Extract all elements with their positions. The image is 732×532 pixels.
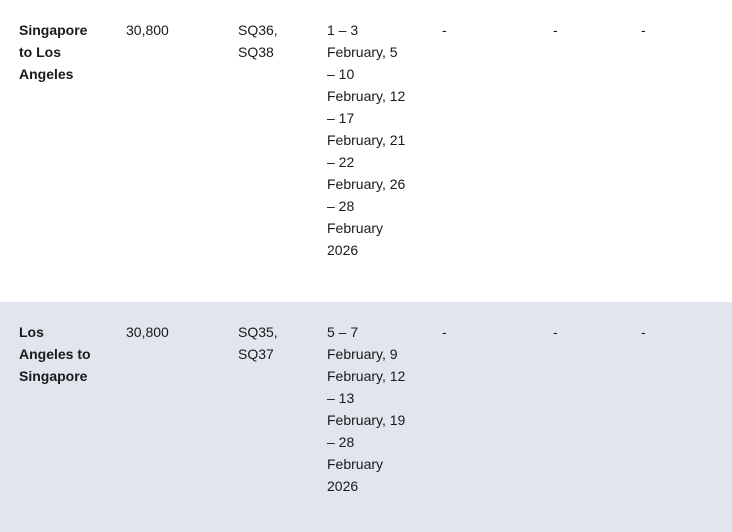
flights-cell: SQ36, SQ38 xyxy=(238,22,278,60)
miles-cell: 30,800 xyxy=(126,22,169,38)
empty-cell: - xyxy=(553,324,558,340)
empty-cell: - xyxy=(442,22,447,38)
empty-cell: - xyxy=(641,324,646,340)
flights-cell: SQ35, SQ37 xyxy=(238,324,278,362)
miles-cell: 30,800 xyxy=(126,324,169,340)
dates-cell: 5 – 7 February, 9 February, 12 – 13 February, 19 – 28 February 2026 xyxy=(327,324,406,494)
empty-cell: - xyxy=(641,22,646,38)
empty-cell: - xyxy=(442,324,447,340)
route-cell: Singapore to Los Angeles xyxy=(19,22,88,82)
empty-cell: - xyxy=(553,22,558,38)
route-cell: Los Angeles to Singapore xyxy=(19,324,91,384)
dates-cell: 1 – 3 February, 5 – 10 February, 12 – 17 February, 21 – 22 February, 26 – 28 February 2026 xyxy=(327,22,406,258)
table-row xyxy=(0,302,732,532)
